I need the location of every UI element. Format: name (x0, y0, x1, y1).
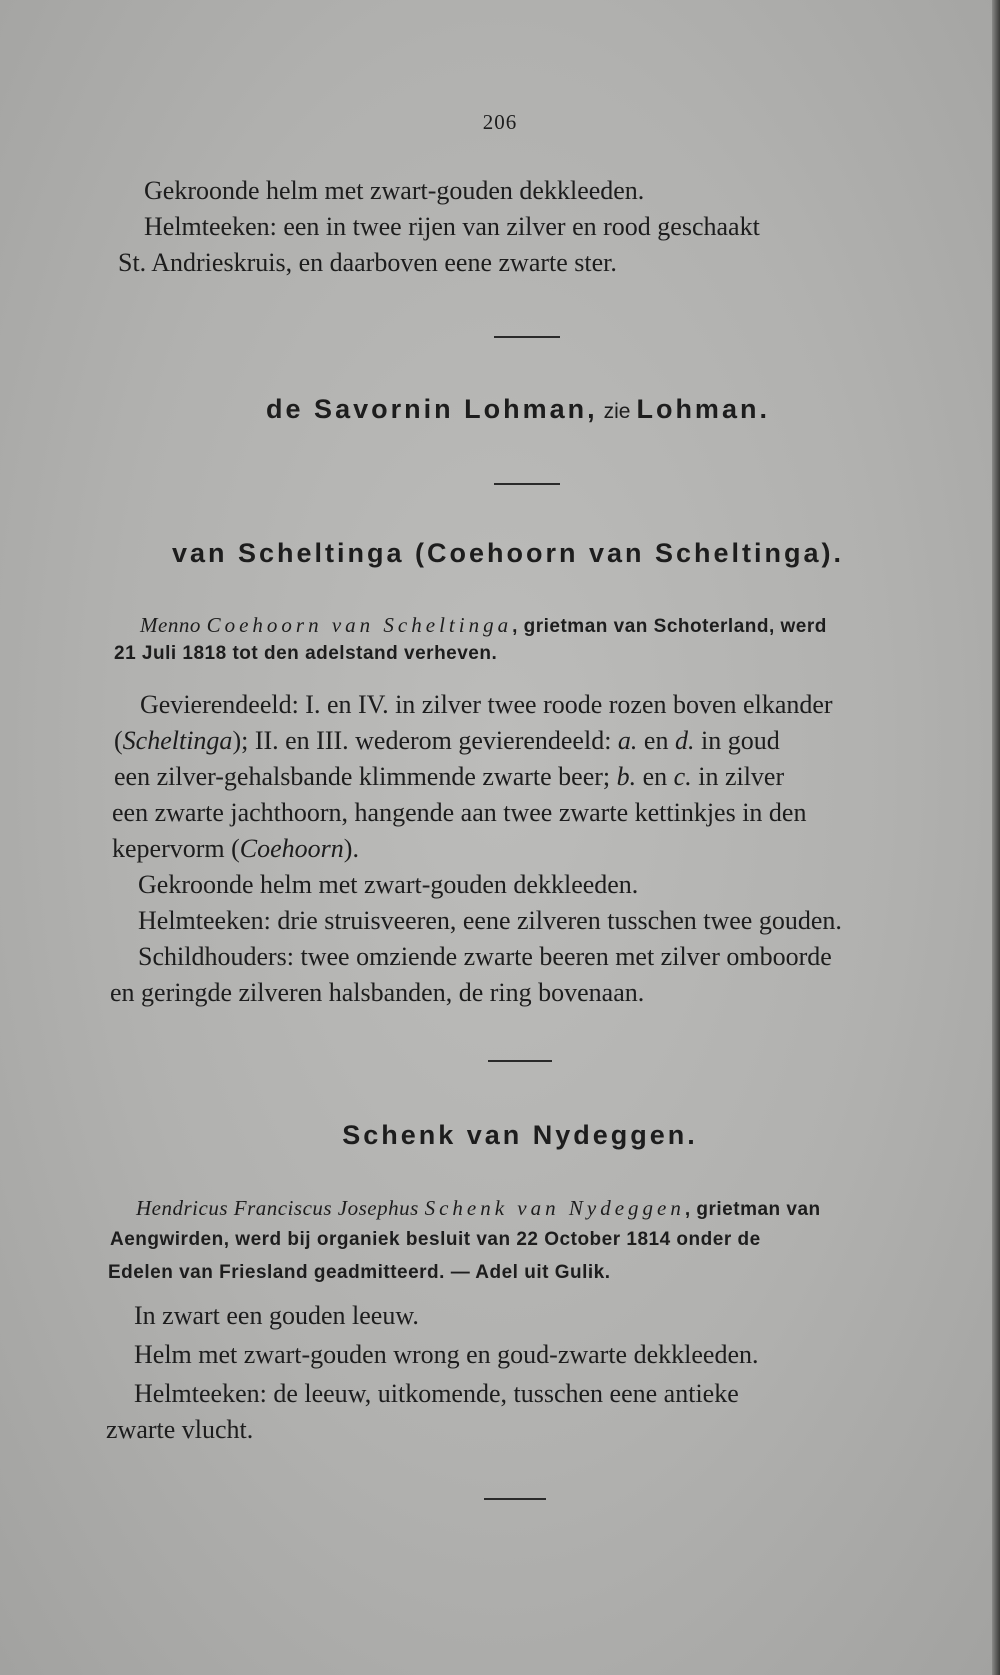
entry-heading-savornin-lohman: de Savornin Lohman, zie Lohman. (266, 394, 770, 424)
entry-heading-scheltinga: van Scheltinga (Coehoorn van Scheltinga). (171, 538, 845, 568)
blazon-line: Gevierendeeld: I. en IV. in zilver twee roode rozen boven elkander (140, 690, 833, 719)
helm-line: Gekroonde helm met zwart-gouden dekkleeden. (138, 870, 639, 899)
text-line: Gekroonde helm met zwart-gouden dekkleeden. (144, 176, 645, 205)
helm-line: Helm met zwart-gouden wrong en goud-zwarte dekkleeden. (134, 1340, 759, 1369)
blazon-line: een zwarte jachthoorn, hangende aan twee zwarte kettinkjes in den (112, 798, 807, 827)
supporters-line: Schildhouders: twee omziende zwarte beeren met zilver omboorde (138, 942, 832, 971)
supporters-line: en geringde zilveren halsbanden, de ring bovenaan. (110, 978, 645, 1007)
section-divider (494, 336, 560, 338)
entry-heading-schenk: Schenk van Nydeggen. (342, 1120, 698, 1150)
section-divider (484, 1498, 546, 1500)
text-line: St. Andrieskruis, en daarboven eene zwarte ster. (118, 248, 617, 277)
blazon-line: een zilver-gehalsbande klimmende zwarte beer; b. en c. in zilver (114, 762, 785, 791)
blazon-line: (Scheltinga); II. en III. wederom gevierendeeld: a. en d. in goud (114, 726, 780, 755)
blazon-line: kepervorm (Coehoorn). (112, 834, 359, 863)
crest-line: Helmteeken: drie struisveeren, eene zilveren tusschen twee gouden. (138, 906, 842, 935)
page-number: 206 (482, 110, 518, 134)
section-divider (488, 1060, 552, 1062)
crest-line: Helmteeken: de leeuw, uitkomende, tusschen eene antieke (134, 1379, 739, 1408)
crest-line: zwarte vlucht. (106, 1415, 254, 1444)
section-divider (494, 483, 560, 485)
intro-line: 21 Juli 1818 tot den adelstand verheven. (114, 643, 498, 664)
intro-line: Hendricus Franciscus Josephus Schenk van Nydeggen, grietman van (136, 1196, 821, 1220)
page-edge-shadow (992, 0, 1000, 1675)
intro-line: Aengwirden, werd bij organiek besluit van 22 October 1814 onder de (110, 1229, 761, 1250)
blazon-line: In zwart een gouden leeuw. (134, 1301, 419, 1330)
intro-line: Edelen van Friesland geadmitteerd. — Adel uit Gulik. (108, 1262, 611, 1283)
intro-line: Menno Coehoorn van Scheltinga, grietman van Schoterland, werd (140, 613, 827, 637)
text-line: Helmteeken: een in twee rijen van zilver en rood geschaakt (144, 212, 760, 241)
